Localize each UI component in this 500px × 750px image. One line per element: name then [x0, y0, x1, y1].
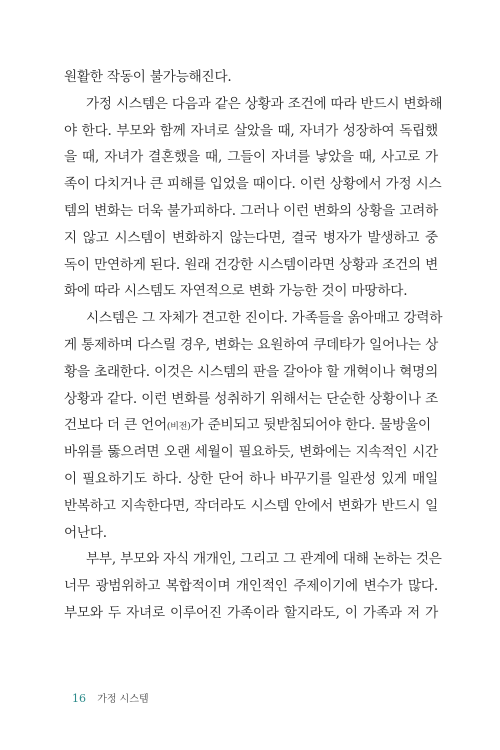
text-segment: 건보다 더 큰 언어 [64, 417, 167, 434]
body-text [64, 64, 443, 627]
page-footer [72, 690, 149, 705]
text-line: 부부, 부모와 자식 개개인, 그리고 그 관계에 대해 논하는 것은 [86, 551, 442, 568]
text-line: 독이 만연하게 된다. 원래 건강한 시스템이라면 상황과 조건의 변 [64, 256, 438, 273]
text-line: 어난다. [64, 524, 107, 541]
text-line: 지 않고 시스템이 변화하지 않는다면, 결국 병자가 발생하고 중 [64, 229, 438, 246]
text-line: 반복하고 지속한다면, 작더라도 시스템 안에서 변화가 반드시 일 [64, 497, 438, 514]
text-line: 템의 변화는 더욱 불가피하다. 그러나 이런 변화의 상황을 고려하 [64, 202, 438, 219]
text-line: 상황과 같다. 이런 변화를 성취하기 위해서는 단순한 상황이나 조 [64, 390, 438, 407]
running-title: 가정 시스템 [97, 694, 149, 705]
text-line: 가정 시스템은 다음과 같은 상황과 조건에 따라 반드시 변화해 [86, 95, 443, 112]
text-segment: 가 준비되고 뒷받침되어야 한다. 물방울이 [190, 417, 431, 434]
text-line: 너무 광범위하고 복합적이며 개인적인 주제이기에 변수가 많다. [64, 578, 438, 595]
text-line: 게 통제하며 다스릴 경우, 변화는 요원하여 쿠데타가 일어나는 상 [64, 336, 438, 353]
text-line: 부모와 두 자녀로 이루어진 가족이라 할지라도, 이 가족과 저 가 [64, 604, 438, 621]
text-line: 시스템은 그 자체가 견고한 진이다. 가족들을 옭아매고 강력하 [86, 310, 443, 327]
text-line: 바위를 뚫으려면 오랜 세월이 필요하듯, 변화에는 지속적인 시간 [64, 444, 438, 461]
text-line: 원활한 작동이 불가능해진다. [64, 69, 232, 85]
text-line: 이 필요하기도 하다. 상한 단어 하나 바꾸기를 일관성 있게 매일 [64, 470, 438, 487]
parenthetical-note: (비전) [166, 422, 191, 433]
text-line: 화에 따라 시스템도 자연적으로 변화 가능한 것이 마땅하다. [64, 283, 408, 300]
text-line: 야 한다. 부모와 함께 자녀로 살았을 때, 자녀가 성장하여 독립했 [64, 122, 438, 139]
text-line: 을 때, 자녀가 결혼했을 때, 그들이 자녀를 낳았을 때, 사고로 가 [64, 149, 438, 166]
text-line: 황을 초래한다. 이것은 시스템의 판을 갈아야 할 개혁이나 혁명의 [64, 363, 438, 380]
text-line [64, 412, 438, 439]
page-number: 16 [72, 692, 86, 705]
text-line: 족이 다치거나 큰 피해를 입었을 때이다. 이런 상황에서 가정 시스 [64, 176, 442, 193]
